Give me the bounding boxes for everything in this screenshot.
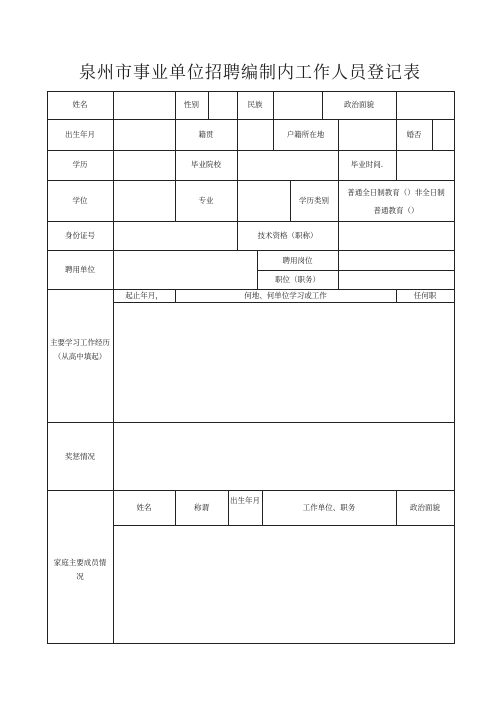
table-border-bottom bbox=[47, 643, 455, 644]
label-graduation-time: 毕业时间. bbox=[350, 160, 384, 169]
row-divider bbox=[47, 180, 455, 181]
row-divider bbox=[47, 289, 455, 290]
row-divider bbox=[47, 490, 455, 491]
label-household-registration: 户籍所在地 bbox=[286, 130, 325, 139]
header-history-period: 起止年月， bbox=[125, 291, 163, 300]
label-birth-date: 出生年月 bbox=[65, 130, 95, 139]
col-divider bbox=[338, 250, 339, 290]
col-divider bbox=[228, 490, 229, 526]
label-political-status: 政治面貌 bbox=[344, 100, 374, 109]
label-graduated-school: 毕业院校 bbox=[191, 160, 221, 169]
header-family-name: 姓名 bbox=[136, 503, 152, 512]
label-technical-title: 技术资格（职称） bbox=[257, 231, 318, 240]
label-employer: 聘用单位 bbox=[65, 265, 95, 274]
header-family-birth: 出生年月 bbox=[230, 496, 260, 505]
row-divider bbox=[47, 422, 455, 423]
col-divider bbox=[237, 119, 238, 151]
label-rewards-penalties: 奖惩情况 bbox=[65, 452, 95, 461]
label-gender: 性别 bbox=[184, 100, 199, 109]
label-degree: 学位 bbox=[72, 196, 88, 205]
label-education: 学历 bbox=[72, 160, 88, 169]
col-divider bbox=[237, 180, 238, 222]
header-family-relation: 称谓 bbox=[194, 503, 209, 512]
parttime-option: 普通教育（） bbox=[373, 206, 419, 215]
table-border-left bbox=[47, 91, 48, 644]
label-work-history: 主要学习工作经历（从高中填起） bbox=[50, 338, 110, 361]
col-divider bbox=[237, 150, 238, 181]
row-divider bbox=[47, 250, 455, 251]
label-marital-status: 婚否 bbox=[406, 130, 422, 139]
label-position: 职位（职务） bbox=[275, 275, 320, 284]
col-divider bbox=[396, 91, 397, 120]
col-divider bbox=[338, 119, 339, 151]
table-border-right bbox=[454, 91, 455, 644]
row-divider bbox=[47, 221, 455, 222]
header-history-role: 任何职 bbox=[413, 291, 437, 300]
col-divider bbox=[338, 221, 339, 251]
row-divider bbox=[113, 525, 455, 526]
label-id-number: 身份证号 bbox=[65, 231, 95, 240]
col-divider bbox=[273, 91, 274, 120]
label-name: 姓名 bbox=[72, 100, 88, 109]
form-title: 泉州市事业单位招聘编制内工作人员登记表 bbox=[79, 63, 421, 83]
header-family-work: 工作单位、职务 bbox=[302, 503, 356, 512]
label-ethnicity: 民族 bbox=[247, 100, 263, 109]
col-divider bbox=[432, 119, 433, 151]
label-education-type: 学历类别 bbox=[299, 196, 329, 205]
col-divider bbox=[208, 91, 209, 120]
fulltime-option: 普通全日制教育（）非全日制 bbox=[347, 188, 445, 197]
col-divider bbox=[113, 91, 114, 644]
row-divider bbox=[113, 302, 455, 303]
row-divider bbox=[47, 150, 455, 151]
label-native-place: 籍贯 bbox=[198, 130, 214, 139]
header-history-place: 何地、何单位学习或工作 bbox=[244, 291, 327, 300]
header-family-political: 政治面貌 bbox=[410, 503, 440, 512]
row-divider bbox=[47, 119, 455, 120]
table-border-top bbox=[47, 91, 455, 92]
label-major: 专业 bbox=[198, 196, 214, 205]
label-employed-post: 聘用岗位 bbox=[282, 256, 313, 265]
row-divider bbox=[257, 270, 455, 271]
label-family: 家庭主要成员情况 bbox=[53, 558, 107, 581]
col-divider bbox=[396, 150, 397, 181]
